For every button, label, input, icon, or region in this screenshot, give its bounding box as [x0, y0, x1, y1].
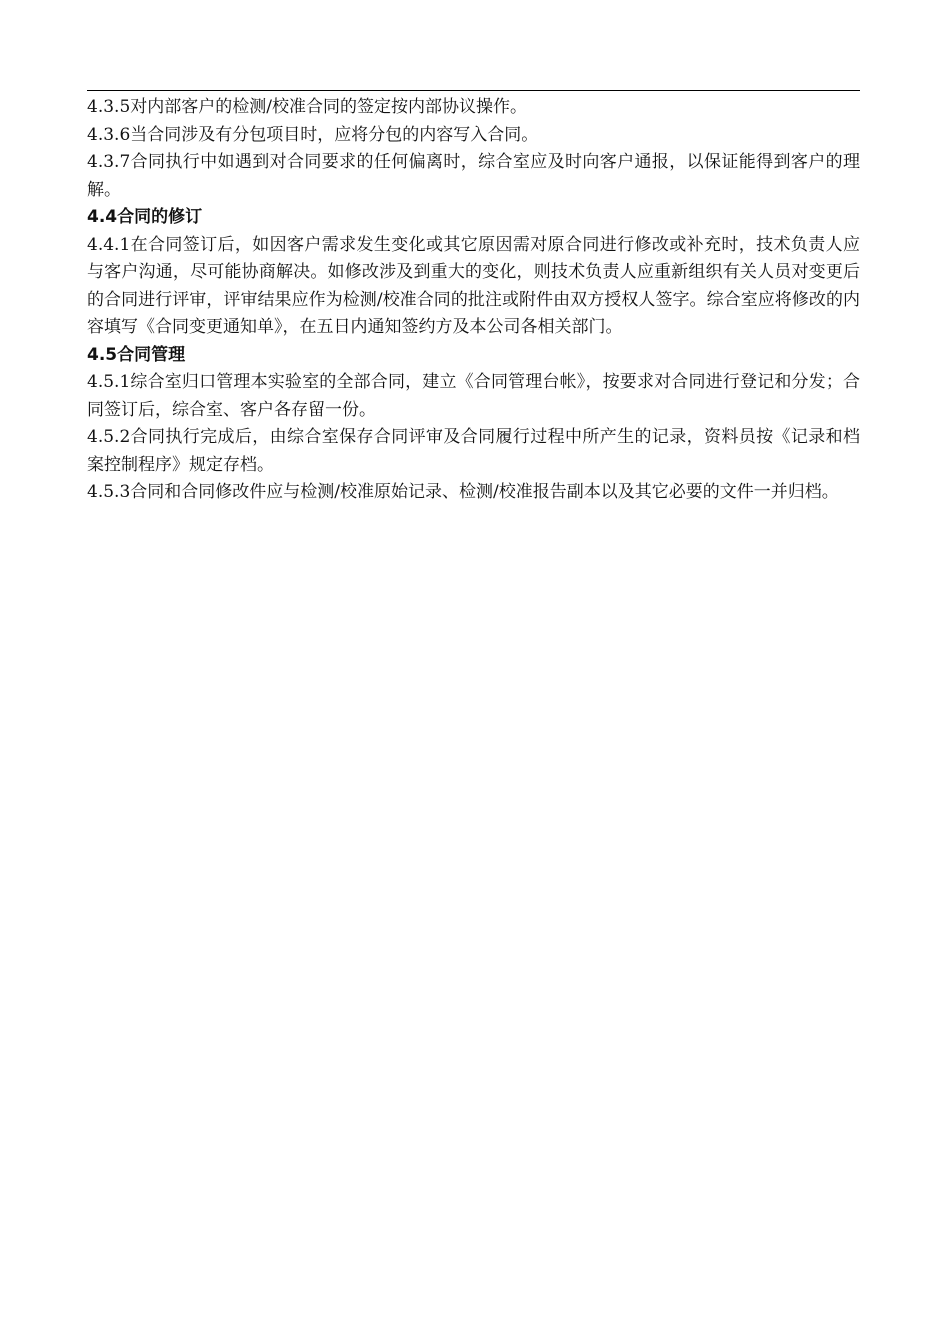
clause-4-4-1: 4.4.1在合同签订后，如因客户需求发生变化或其它原因需对原合同进行修改或补充时，技术负责人应与客户沟通，尽可能协商解决。如修改涉及到重大的变化，则技术负责人应重新组织有关人员对变更后的合同进行评审，评审结果应作为检测/校准合同的批注或附件由双方授权人签字。综合室应将修改的内容填写《合同变更通知单》，在五日内通知签约方及本公司各相关部门。 [87, 234, 860, 337]
clause-4-5-2: 4.5.2合同执行完成后，由综合室保存合同评审及合同履行过程中所产生的记录，资料员按《记录和档案控制程序》规定存档。 [87, 427, 860, 475]
clause-4-5-1: 4.5.1综合室归口管理本实验室的全部合同，建立《合同管理台帐》，按要求对合同进行登记和分发；合同签订后，综合室、客户各存留一份。 [87, 372, 860, 420]
section-heading-4-4: 4.4合同的修订 [87, 207, 203, 227]
clause-4-3-7: 4.3.7合同执行中如遇到对合同要求的任何偏离时，综合室应及时向客户通报，以保证能得到客户的理解。 [87, 152, 860, 200]
section-heading-4-5: 4.5合同管理 [87, 344, 186, 365]
document-body [87, 94, 860, 507]
header-divider [87, 90, 860, 91]
clause-4-5-3: 4.5.3合同和合同修改件应与检测/校准原始记录、检测/校准报告副本以及其它必要的文件一并归档。 [87, 482, 839, 502]
clause-4-3-5: 4.3.5对内部客户的检测/校准合同的签定按内部协议操作。 [87, 97, 527, 117]
clause-4-3-6: 4.3.6当合同涉及有分包项目时，应将分包的内容写入合同。 [87, 124, 539, 145]
